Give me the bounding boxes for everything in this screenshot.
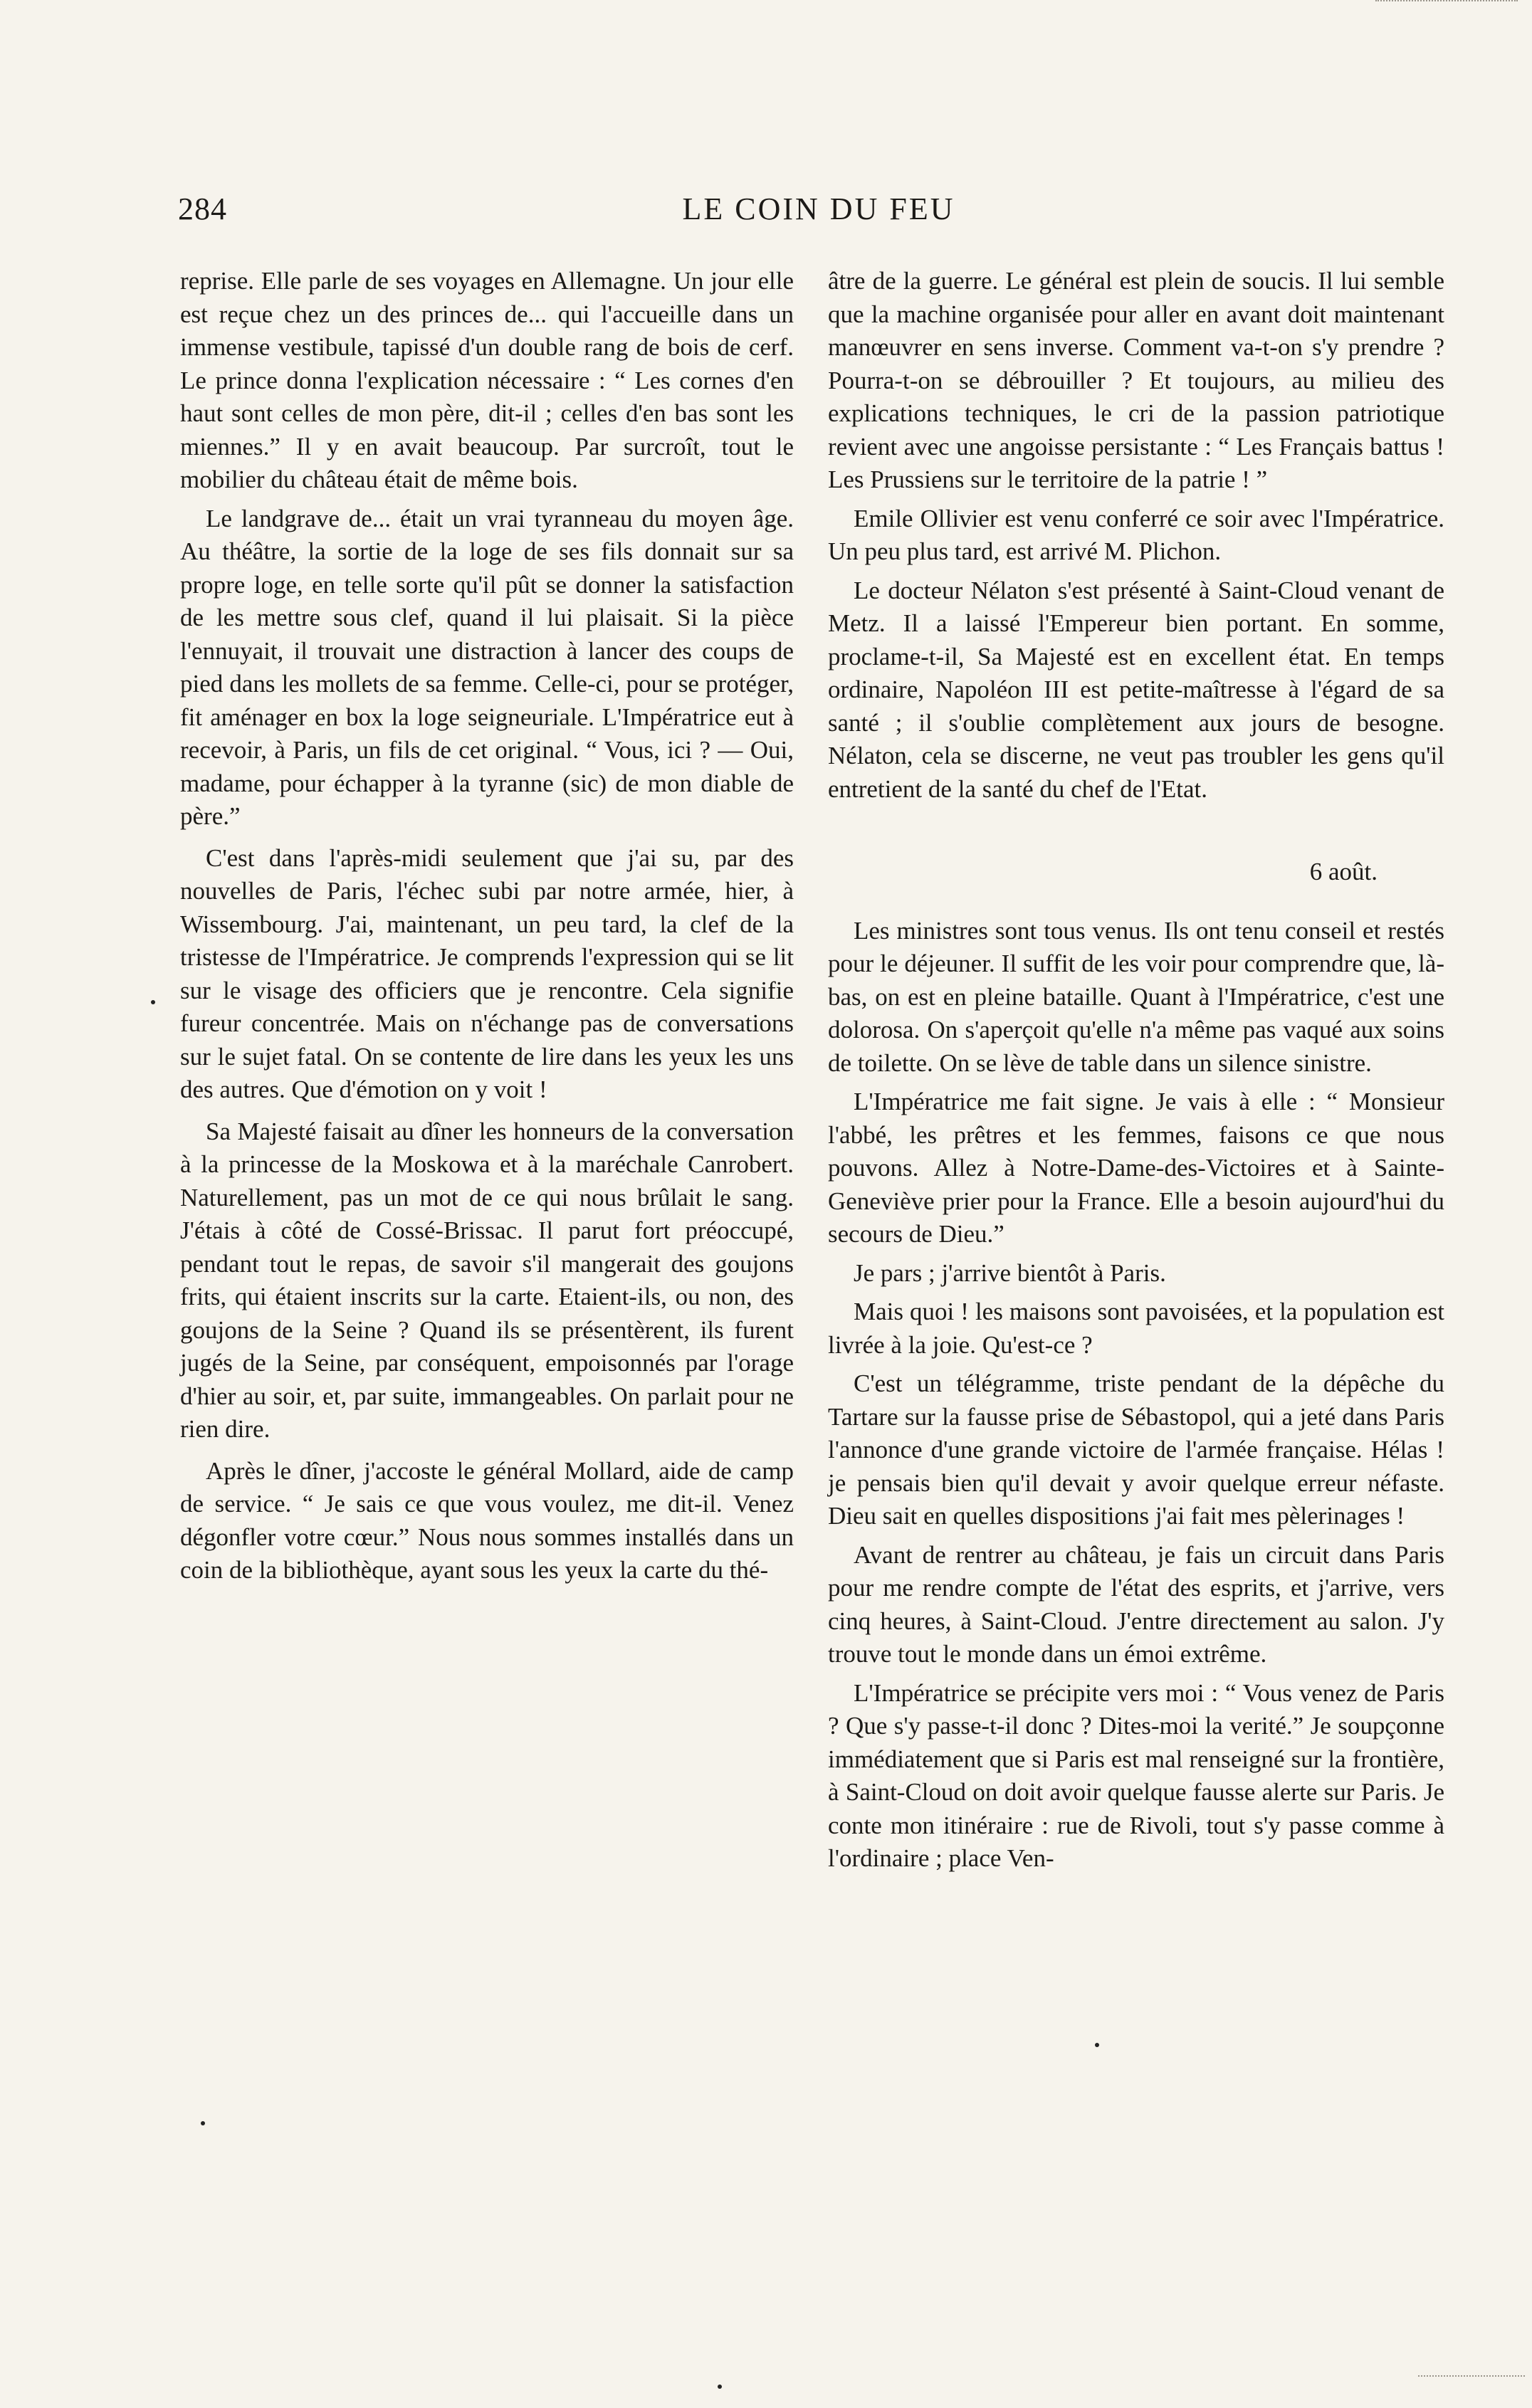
- ink-speck: [718, 2385, 722, 2389]
- paragraph: Avant de rentrer au château, je fais un circuit dans Paris pour me rendre compte de l'état des esprits, et j'arrive, vers cinq heures, à Saint-Cloud. J'entre directement au salon. J'y trouve tout le monde dans un émoi extrême.: [828, 1540, 1444, 1668]
- scan-edge-mark: [1418, 2375, 1525, 2380]
- ink-speck: [201, 2121, 205, 2125]
- paragraph: L'Impératrice me fait signe. Je vais à elle : “ Monsieur l'abbé, les prêtres et les femmes, faisons ce que nous pouvons. Allez à Notre-Dame-des-Victoires et à Sainte-Geneviève prier pour la France. Elle a besoin aujourd'hui du secours de Dieu.”: [828, 1088, 1444, 1248]
- page-number: 284: [178, 191, 227, 226]
- ink-speck: [1095, 2043, 1099, 2047]
- paragraph: Mais quoi ! les maisons sont pavoisées, et la population est livrée à la joie. Qu'est-ce ?: [828, 1298, 1444, 1359]
- right-column: [828, 265, 1444, 1881]
- paragraph: C'est dans l'après-midi seulement que j'ai su, par des nouvelles de Paris, l'échec subi par notre armée, hier, à Wissembourg. J'ai, maintenant, un peu tard, la clef de la tristesse de l'Impératrice. Je comprends l'expression qui se lit sur le visage des officiers que je rencontre. Cela signifie fureur concentrée. Mais on n'échange pas de conversations sur le sujet fatal. On se contente de lire dans les yeux les uns des autres. Que d'émotion on y voit !: [180, 843, 794, 1103]
- paragraph: Sa Majesté faisait au dîner les honneurs de la conversation à la princesse de la Moskowa et à la maréchale Canrobert. Naturellement, pas un mot de ce qui nous brûlait le sang. J'étais à côté de Cossé-Brissac. Il parut fort préoccupé, pendant tout le repas, de savoir s'il mangerait des goujons frits, qui étaient inscrits sur la carte. Etaient-ils, ou non, des goujons de la Seine ? Quand ils se présentèrent, ils furent jugés de la Seine, par conséquent, empoisonnés par l'orage d'hier au soir, et, par suite, immangeables. On parlait pour ne rien dire.: [180, 1117, 794, 1443]
- paragraph: C'est un télégramme, triste pendant de la dépêche du Tartare sur la fausse prise de Sébastopol, qui a jeté dans Paris l'annonce d'une grande victoire de l'armée française. Hélas ! je pensais bien qu'il devait y avoir quelque erreur néfaste. Dieu sait en quelles dispositions j'ai fait mes pèlerinages !: [828, 1369, 1444, 1530]
- paragraph: L'Impératrice se précipite vers moi : “ Vous venez de Paris ? Que s'y passe-t-il donc ? Dites-moi la verité.” Je soupçonne immédiatement que si Paris est mal renseigné sur la frontière, à Saint-Cloud on doit avoir quelque fausse alerte sur Paris. Je conte mon itinéraire : rue de Rivoli, tout s'y passe comme à l'ordinaire ; place Ven-: [828, 1678, 1444, 1872]
- paragraph: Après le dîner, j'accoste le général Mollard, aide de camp de service. “ Je sais ce que vous voulez, me dit-il. Venez dégonfler votre cœur.” Nous nous sommes installés dans un coin de la bibliothèque, ayant sous les yeux la carte du thé-: [180, 1456, 794, 1584]
- paragraph: Le landgrave de... était un vrai tyranneau du moyen âge. Au théâtre, la sortie de la loge de ses fils donnait sur sa propre loge, en telle sorte qu'il pût se donner la satisfaction de les mettre sous clef, quand il lui plaisait. Si la pièce l'ennuyait, il trouvait une distraction à lancer des coups de pied dans les mollets de sa femme. Celle-ci, pour se protéger, fit aménager en box la loge seigneuriale. L'Impératrice eut à recevoir, à Paris, un fils de cet original. “ Vous, ici ? — Oui, madame, pour échapper à la tyranne (sic) de mon diable de père.”: [180, 504, 794, 830]
- running-title: LE COIN DU FEU: [682, 191, 955, 226]
- paragraph: Le docteur Nélaton s'est présenté à Saint-Cloud venant de Metz. Il a laissé l'Empereur bien portant. En somme, proclame-t-il, Sa Majesté est en excellent état. En temps ordinaire, Napoléon III est petite-maîtresse à l'égard de sa santé ; il s'oublie complètement aux jours de besogne. Nélaton, cela se discerne, ne veut pas troubler les gens qu'il entretient de la santé du chef de l'Etat.: [828, 576, 1444, 803]
- paragraph: Je pars ; j'arrive bientôt à Paris.: [854, 1258, 1166, 1287]
- scan-edge-mark: [1375, 0, 1518, 4]
- paragraph: Les ministres sont tous venus. Ils ont tenu conseil et restés pour le déjeuner. Il suffit de les voir pour comprendre que, là-bas, on est en pleine bataille. Quant à l'Impératrice, c'est une dolorosa. On s'aperçoit qu'elle n'a même pas vaqué aux soins de toilette. On se lève de table dans un silence sinistre.: [828, 916, 1444, 1077]
- page-header: [178, 191, 1459, 233]
- ink-speck: [151, 1000, 155, 1004]
- left-column: [180, 265, 794, 1593]
- paragraph: Emile Ollivier est venu conferré ce soir avec l'Impératrice. Un peu plus tard, est arrivé M. Plichon.: [828, 504, 1444, 565]
- entry-date: 6 août.: [1309, 858, 1378, 885]
- paragraph: reprise. Elle parle de ses voyages en Allemagne. Un jour elle est reçue chez un des princes de... qui l'accueille dans un immense vestibule, tapissé d'un double rang de bois de cerf. Le prince donna l'explication nécessaire : “ Les cornes d'en haut sont celles de mon père, dit-il ; celles d'en bas sont les miennes.” Il y en avait beaucoup. Par surcroît, tout le mobilier du château était de même bois.: [180, 267, 794, 493]
- paragraph: âtre de la guerre. Le général est plein de soucis. Il lui semble que la machine organisée pour aller en avant doit maintenant manœuvrer en sens inverse. Comment va-t-on s'y prendre ? Pourra-t-on se débrouiller ? Et toujours, au milieu des explications techniques, le cri de la passion patriotique revient avec une angoisse persistante : “ Les Français battus ! Les Prussiens sur le territoire de la patrie ! ”: [828, 267, 1444, 493]
